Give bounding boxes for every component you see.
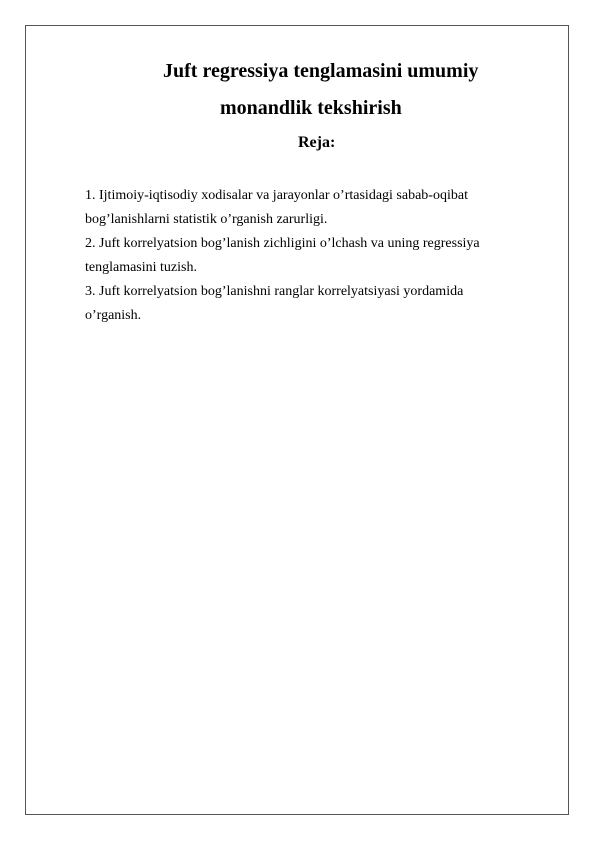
plan-item-1-line-1: 1. Ijtimoiy-iqtisodiy xodisalar va jarayonlar o’rtasidagi sabab-oqibat <box>85 188 468 203</box>
plan-item-3-line-2: o’rganish. <box>85 308 142 323</box>
document-title-line-2: monandlik tekshirish <box>220 97 402 119</box>
plan-item-3-line-1: 3. Juft korrelyatsion bog’lanishni ranglar korrelyatsiyasi yordamida <box>85 284 464 299</box>
document-title-line-1: Juft regressiya tenglamasini umumiy <box>163 60 479 82</box>
plan-item-1-line-2: bog’lanishlarni statistik o’rganish zarurligi. <box>85 212 328 227</box>
plan-item-2-line-2: tenglamasini tuzish. <box>85 260 197 275</box>
plan-item-2-line-1: 2. Juft korrelyatsion bog’lanish zichligini o’lchash va uning regressiya <box>85 236 480 251</box>
plan-heading: Reja: <box>298 134 336 151</box>
plan-list <box>85 184 545 328</box>
page-border <box>25 25 569 815</box>
